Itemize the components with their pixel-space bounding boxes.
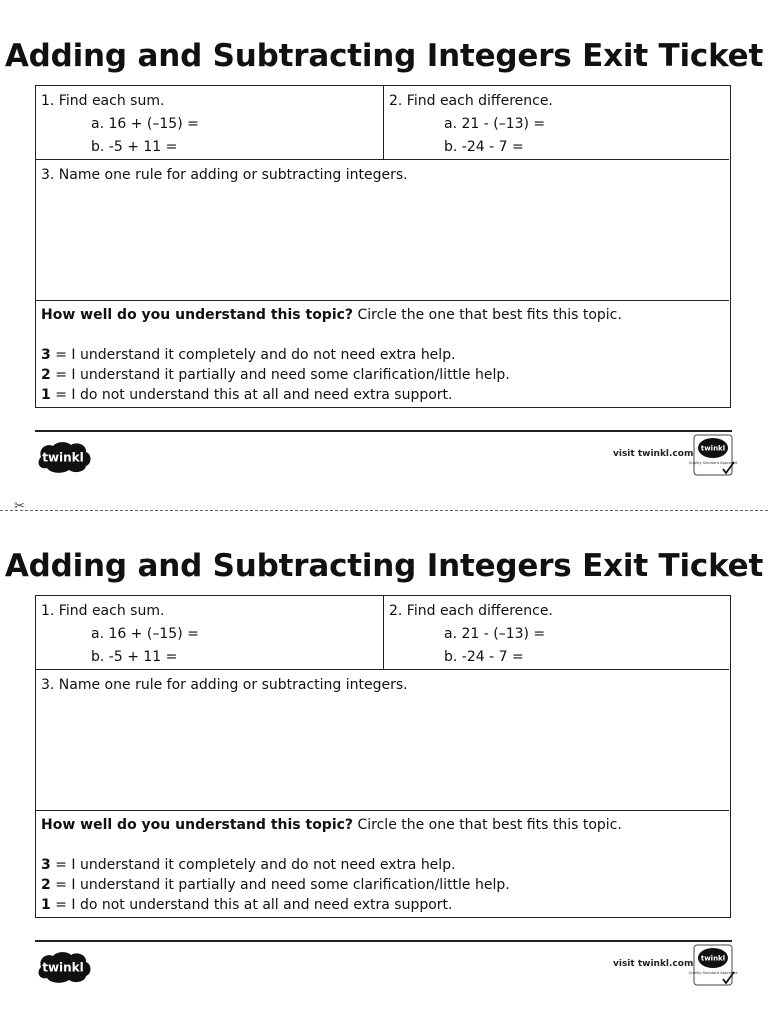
question-1-cell xyxy=(36,596,384,670)
level-3-row xyxy=(41,855,729,875)
svg-text:twinkl: twinkl xyxy=(42,450,84,465)
question-1a: a. 16 + (–15) = xyxy=(91,116,199,132)
level-1-row xyxy=(41,895,729,915)
level-3-text: = I understand it completely and do not need extra help. xyxy=(50,347,456,363)
twinkl-logo xyxy=(35,440,93,474)
question-2a: a. 21 - (–13) = xyxy=(444,626,546,642)
self-assessment-question-rest: Circle the one that best fits this topic. xyxy=(353,307,622,323)
level-2-number: 2 xyxy=(41,877,51,893)
question-2-cell xyxy=(384,86,729,160)
level-3-number: 3 xyxy=(41,857,51,873)
exit-ticket-1 xyxy=(0,0,768,500)
quality-badge xyxy=(688,434,738,476)
footer-divider xyxy=(35,940,732,942)
self-assessment-question-bold: How well do you understand this topic? xyxy=(41,307,354,323)
question-2b: b. -24 - 7 = xyxy=(444,649,524,665)
question-3-heading: 3. Name one rule for adding or subtracting integers. xyxy=(41,677,408,693)
exit-ticket-2 xyxy=(0,510,768,1010)
scissors-icon: ✂ xyxy=(14,499,25,514)
svg-text:Quality Standard Approved: Quality Standard Approved xyxy=(688,461,738,465)
level-2-text: = I understand it partially and need some clarification/little help. xyxy=(50,367,510,383)
self-assessment-question xyxy=(41,305,729,325)
question-1a: a. 16 + (–15) = xyxy=(91,626,199,642)
level-3-number: 3 xyxy=(41,347,51,363)
question-3-heading: 3. Name one rule for adding or subtracting integers. xyxy=(41,167,408,183)
question-2-heading: 2. Find each difference. xyxy=(389,603,553,619)
ticket-grid xyxy=(35,595,731,918)
svg-text:twinkl: twinkl xyxy=(42,960,84,975)
level-2-text: = I understand it partially and need some clarification/little help. xyxy=(50,877,510,893)
level-2-number: 2 xyxy=(41,367,51,383)
question-1-heading: 1. Find each sum. xyxy=(41,603,165,619)
level-1-number: 1 xyxy=(41,387,51,403)
question-2-cell xyxy=(384,596,729,670)
ticket-grid xyxy=(35,85,731,408)
svg-text:Quality Standard Approved: Quality Standard Approved xyxy=(688,971,738,975)
question-1b: b. -5 + 11 = xyxy=(91,649,178,665)
level-1-number: 1 xyxy=(41,897,51,913)
self-assessment-question-bold: How well do you understand this topic? xyxy=(41,817,354,833)
level-3-text: = I understand it completely and do not need extra help. xyxy=(50,857,456,873)
level-3-row xyxy=(41,345,729,365)
question-3-cell xyxy=(36,670,729,811)
svg-text:twinkl: twinkl xyxy=(700,444,726,453)
visit-link[interactable]: visit twinkl.com xyxy=(613,959,694,969)
question-3-cell xyxy=(36,160,729,301)
level-1-text: = I do not understand this at all and need extra support. xyxy=(50,897,453,913)
ticket-title: Adding and Subtracting Integers Exit Ticket xyxy=(4,38,764,74)
quality-badge xyxy=(688,944,738,986)
question-1-heading: 1. Find each sum. xyxy=(41,93,165,109)
question-2-heading: 2. Find each difference. xyxy=(389,93,553,109)
self-assessment-cell xyxy=(36,811,729,916)
footer-divider xyxy=(35,430,732,432)
level-1-row xyxy=(41,385,729,405)
svg-text:twinkl: twinkl xyxy=(700,954,726,963)
question-1b: b. -5 + 11 = xyxy=(91,139,178,155)
level-2-row xyxy=(41,365,729,385)
question-1-cell xyxy=(36,86,384,160)
question-2a: a. 21 - (–13) = xyxy=(444,116,546,132)
ticket-title: Adding and Subtracting Integers Exit Ticket xyxy=(4,548,764,584)
self-assessment-question xyxy=(41,815,729,835)
level-1-text: = I do not understand this at all and need extra support. xyxy=(50,387,453,403)
question-2b: b. -24 - 7 = xyxy=(444,139,524,155)
twinkl-logo xyxy=(35,950,93,984)
level-2-row xyxy=(41,875,729,895)
visit-link[interactable]: visit twinkl.com xyxy=(613,449,694,459)
self-assessment-question-rest: Circle the one that best fits this topic. xyxy=(353,817,622,833)
self-assessment-cell xyxy=(36,301,729,406)
